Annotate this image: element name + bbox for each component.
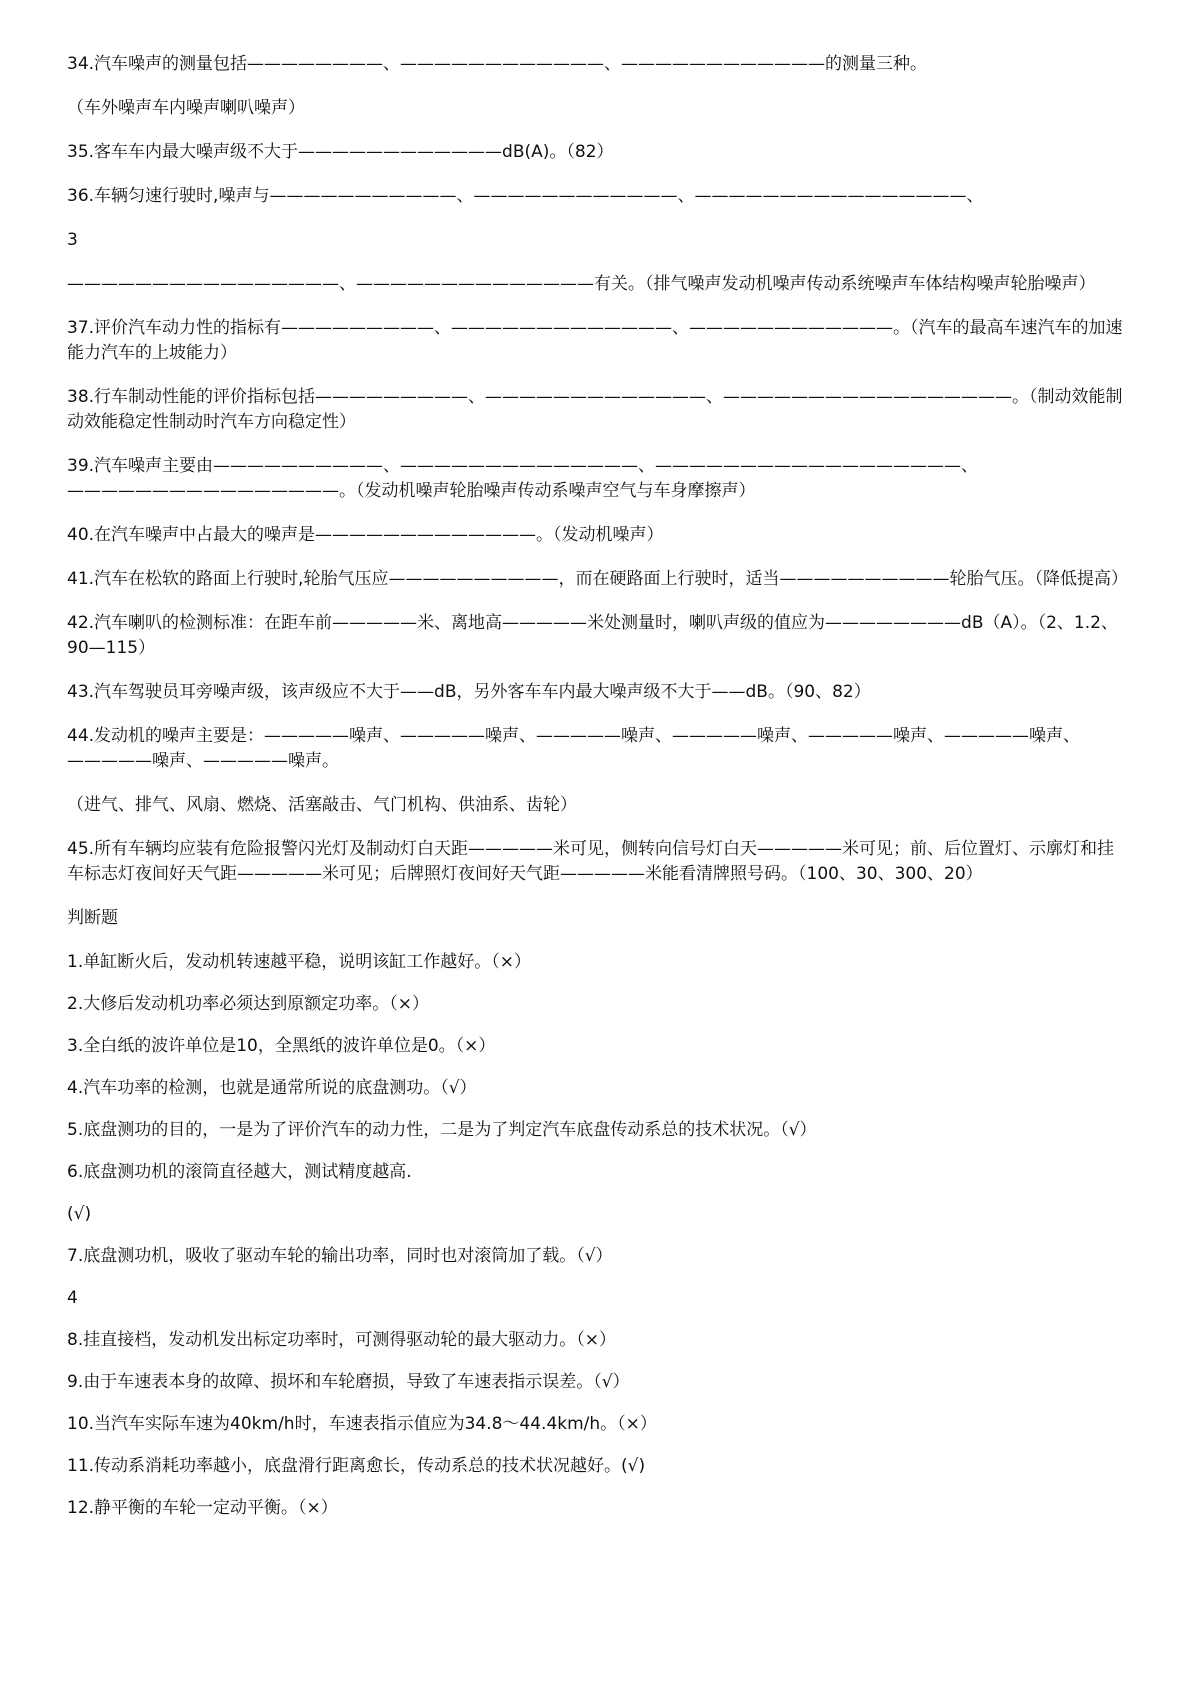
judgment-2: 2.大修后发动机功率必须达到原额定功率。（×） (67, 994, 429, 1014)
judgment-7: 7.底盘测功机，吸收了驱动车轮的输出功率，同时也对滚筒加了载。（√） (67, 1246, 613, 1266)
judgment-1: 1.单缸断火后，发动机转速越平稳，说明该缸工作越好。（×） (67, 952, 531, 972)
question-44: 44.发动机的噪声主要是：—————噪声、—————噪声、—————噪声、—————噪声、—————噪声、—————噪声、—————噪声、—————噪声。 (67, 726, 1081, 771)
judgment-9: 9.由于车速表本身的故障、损坏和车轮磨损，导致了车速表指示误差。（√） (67, 1372, 630, 1392)
section-heading: 判断题 (67, 908, 118, 928)
judgment-10: 10.当汽车实际车速为40km/h时，车速表指示值应为34.8～44.4km/h。（×） (67, 1414, 657, 1434)
question-34: 34.汽车噪声的测量包括————————、————————————、————————————的测量三种。 (67, 54, 928, 74)
question-36: 36.车辆匀速行驶时,噪声与———————————、————————————、————————————————、 (67, 186, 984, 206)
question-39: 39.汽车噪声主要由——————————、——————————————、——————————————————、————————————————。（发动机噪声轮胎噪声传动系噪声空气与车身摩擦声） (67, 456, 979, 501)
answer-34: （车外噪声车内噪声喇叭噪声） (67, 98, 305, 118)
question-40: 40.在汽车噪声中占最大的噪声是—————————————。（发动机噪声） (67, 525, 664, 545)
page-number: 4 (67, 1288, 78, 1308)
answer-44: （进气、排气、风扇、燃烧、活塞敲击、气门机构、供油系、齿轮） (67, 795, 577, 815)
judgment-3: 3.全白纸的波许单位是10，全黑纸的波许单位是0。（×） (67, 1036, 496, 1056)
question-35: 35.客车车内最大噪声级不大于————————————dB(A)。（82） (67, 142, 614, 162)
question-45: 45.所有车辆均应装有危险报警闪光灯及制动灯白天距—————米可见，侧转向信号灯白天—————米可见；前、后位置灯、示廓灯和挂车标志灯夜间好天气距—————米可见；后牌照灯夜间好天气距—————米能看清牌照号码。（100、30、300、20） (67, 839, 1115, 884)
question-41: 41.汽车在松软的路面上行驶时,轮胎气压应——————————，而在硬路面上行驶时，适当——————————轮胎气压。（降低提高） (67, 569, 1128, 589)
judgment-11: 11.传动系消耗功率越小，底盘滑行距离愈长，传动系总的技术状况越好。(√) (67, 1456, 646, 1476)
judgment-6-answer: (√) (67, 1204, 92, 1224)
judgment-5: 5.底盘测功的目的，一是为了评价汽车的动力性，二是为了判定汽车底盘传动系总的技术状况。（√） (67, 1120, 817, 1140)
judgment-8: 8.挂直接档，发动机发出标定功率时，可测得驱动轮的最大驱动力。（×） (67, 1330, 616, 1350)
document-page (67, 52, 1128, 1538)
question-43: 43.汽车驾驶员耳旁噪声级，该声级应不大于——dB，另外客车车内最大噪声级不大于——dB。（90、82） (67, 682, 871, 702)
question-38: 38.行车制动性能的评价指标包括—————————、—————————————、—————————————————。（制动效能制动效能稳定性制动时汽车方向稳定性） (67, 387, 1123, 432)
page-number: 3 (67, 230, 78, 250)
question-36-continued: ————————————————、——————————————有关。（排气噪声发动机噪声传动系统噪声车体结构噪声轮胎噪声） (67, 274, 1096, 294)
judgment-12: 12.静平衡的车轮一定动平衡。（×） (67, 1498, 338, 1518)
judgment-6: 6.底盘测功机的滚筒直径越大，测试精度越高. (67, 1162, 412, 1182)
question-42: 42.汽车喇叭的检测标准：在距车前—————米、离地高—————米处测量时，喇叭声级的值应为————————dB（A）。（2、1.2、90—115） (67, 613, 1118, 658)
judgment-4: 4.汽车功率的检测，也就是通常所说的底盘测功。（√） (67, 1078, 477, 1098)
question-37: 37.评价汽车动力性的指标有—————————、—————————————、————————————。（汽车的最高车速汽车的加速能力汽车的上坡能力） (67, 318, 1123, 363)
